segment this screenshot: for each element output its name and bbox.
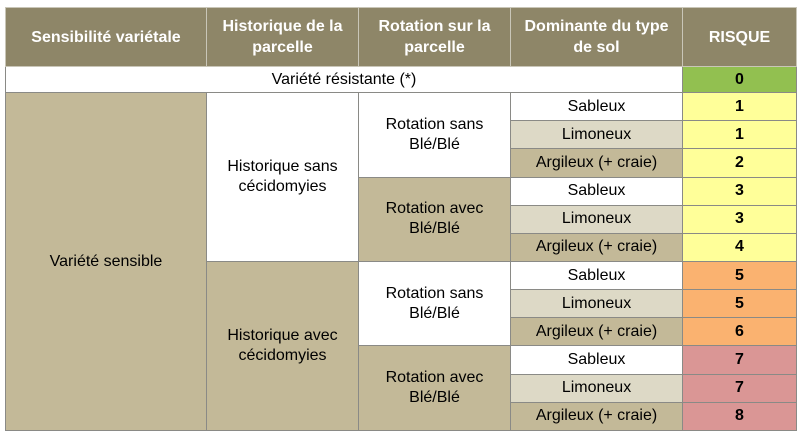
rotation-cell: Rotation avec Blé/Blé bbox=[359, 346, 511, 431]
risk-cell: 5 bbox=[683, 290, 797, 318]
risk-cell: 1 bbox=[683, 93, 797, 121]
table-row bbox=[6, 93, 797, 121]
risk-cell: 6 bbox=[683, 318, 797, 346]
soil-cell: Argileux (+ craie) bbox=[511, 149, 683, 177]
soil-cell: Limoneux bbox=[511, 121, 683, 149]
risk-cell: 7 bbox=[683, 374, 797, 402]
risk-cell: 3 bbox=[683, 177, 797, 205]
header-historique: Historique de la parcelle bbox=[207, 8, 359, 67]
header-sensibilite: Sensibilité variétale bbox=[6, 8, 207, 67]
soil-cell: Argileux (+ craie) bbox=[511, 233, 683, 261]
soil-cell: Limoneux bbox=[511, 290, 683, 318]
soil-cell: Sableux bbox=[511, 261, 683, 289]
rotation-cell: Rotation sans Blé/Blé bbox=[359, 93, 511, 177]
soil-cell: Sableux bbox=[511, 93, 683, 121]
soil-cell: Limoneux bbox=[511, 374, 683, 402]
header-sol: Dominante du type de sol bbox=[511, 8, 683, 67]
soil-cell: Argileux (+ craie) bbox=[511, 402, 683, 430]
risk-cell: 7 bbox=[683, 346, 797, 374]
risk-cell: 2 bbox=[683, 149, 797, 177]
soil-cell: Sableux bbox=[511, 346, 683, 374]
resistant-risk: 0 bbox=[683, 67, 797, 93]
resistant-label: Variété résistante (*) bbox=[6, 67, 683, 93]
soil-cell: Argileux (+ craie) bbox=[511, 318, 683, 346]
resistant-row bbox=[6, 67, 797, 93]
historique-cell: Historique sans cécidomyies bbox=[207, 93, 359, 262]
risk-cell: 5 bbox=[683, 261, 797, 289]
soil-cell: Sableux bbox=[511, 177, 683, 205]
risk-cell: 4 bbox=[683, 233, 797, 261]
risk-table bbox=[5, 7, 797, 431]
rotation-cell: Rotation sans Blé/Blé bbox=[359, 261, 511, 345]
historique-cell: Historique avec cécidomyies bbox=[207, 261, 359, 430]
header-rotation: Rotation sur la parcelle bbox=[359, 8, 511, 67]
risk-cell: 8 bbox=[683, 402, 797, 430]
sensible-label: Variété sensible bbox=[6, 93, 207, 431]
risk-cell: 1 bbox=[683, 121, 797, 149]
header-risque: RISQUE bbox=[683, 8, 797, 67]
header-row bbox=[6, 8, 797, 67]
soil-cell: Limoneux bbox=[511, 205, 683, 233]
risk-cell: 3 bbox=[683, 205, 797, 233]
rotation-cell: Rotation avec Blé/Blé bbox=[359, 177, 511, 261]
